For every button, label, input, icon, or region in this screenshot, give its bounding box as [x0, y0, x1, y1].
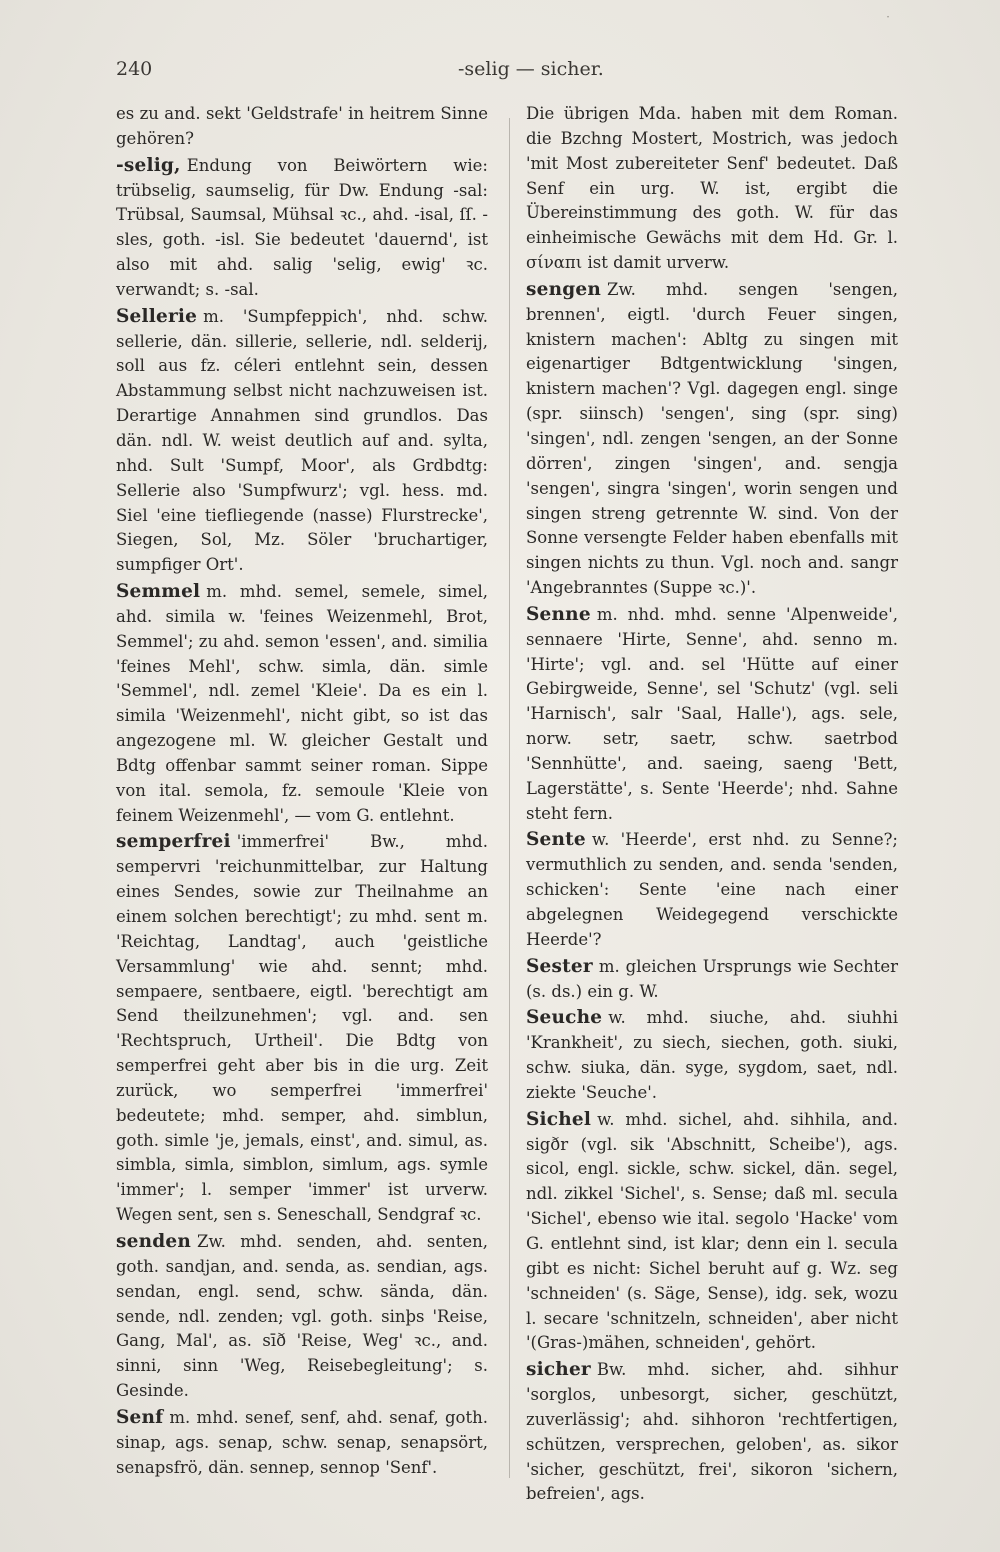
entry-text: Zw. mhd. senden, ahd. senten, goth. sandjan, and. senda, as. sendian, ags. sendan, engl. send, schw. sända, dän. sende, ndl. zenden; vgl. goth. sinþs 'Reise, Gang, Mal', as. sīð 'Reise, Weg' ꝛc., and. sinni, sinn 'Weg, Reisebegleitung'; s. Gesinde.: [116, 1231, 488, 1401]
entry-headword: Sellerie: [116, 305, 198, 327]
page-header: [116, 58, 926, 86]
entry-text: Bw. mhd. sicher, ahd. sihhur 'sorglos, unbesorgt, sicher, geschützt, zuverlässig'; ahd. sihhoron 'rechtfertigen, schützen, versprechen, geloben', as. sikor 'sicher, geschützt, frei', sikoron 'sichern, befreien', ags.: [526, 1360, 898, 1504]
right-column: [526, 102, 898, 1509]
dictionary-entry: [116, 305, 488, 578]
dictionary-entry: [526, 603, 898, 827]
running-head: -selig — sicher.: [458, 58, 604, 80]
column-divider: [509, 118, 510, 1478]
entry-headword: -selig,: [116, 154, 181, 176]
entry-text: w. mhd. sichel, ahd. sihhila, and. sigðr (vgl. sik 'Abschnitt, Scheibe'), ags. sicol, engl. sickle, schw. sickel, dän. segel, ndl. zikkel 'Sichel', s. Sense; daß ml. secula 'Sichel', ebenso wie ital. segolo 'Hacke' vom G. entlehnt sind, ist klar; denn ein l. secula gibt es nicht: Sichel beruht auf g. Wz. seg 'schneiden' (s. Säge, Sense), idg. sek, wozu l. secare 'schnitzeln, schneiden', aber nicht '(Gras-)mähen, schneiden', gehört.: [526, 1109, 898, 1353]
dictionary-entry: [116, 1230, 488, 1404]
page-number: 240: [116, 58, 153, 80]
entry-headword: Sente: [526, 829, 586, 851]
entry-text: m. mhd. semel, semele, simel, ahd. simila w. 'feines Weizenmehl, Brot, Semmel'; zu ahd. semon 'essen', and. similia 'feines Mehl', schw. simla, dän. simle 'Semmel', ndl. zemel 'Kleie'. Da es ein l. simila 'Weizenmehl', nicht gibt, so ist das angezogene ml. W. gleicher Gestalt und Bdtg offenbar sammt seiner roman. Sippe von ital. semola, fz. semoule 'Kleie von feinem Weizenmehl', — vom G. entlehnt.: [116, 582, 488, 825]
entry-headword: sicher: [526, 1359, 591, 1381]
entry-headword: Seuche: [526, 1007, 603, 1029]
entry-text: w. mhd. siuche, ahd. siuhhi 'Krankheit', zu siech, siechen, goth. siuki, schw. siuka, dän. syge, sygdom, saet, ndl. ziekte 'Seuche'.: [526, 1008, 898, 1102]
entry-text: m. nhd. mhd. senne 'Alpenweide', sennaere 'Hirte, Senne', ahd. senno m. 'Hirte'; vgl. and. sel 'Hütte auf einer Gebirgweide, Senne', sel 'Schutz' (vgl. seli 'Harnisch', salr 'Saal, Halle'), ags. sele, norw. setr, saetr, schw. saetrbod 'Sennhütte', and. saeing, saeng 'Bett, Lagerstätte', s. Sente 'Heerde'; nhd. Sahne steht fern.: [526, 604, 898, 823]
entry-text: 'immerfrei' Bw., mhd. sempervri 'reichunmittelbar, zur Haltung eines Sendes, sowie zur Theilnahme an einem solchen berechtigt'; zu mhd. sent m. 'Reichtag, Landtag', auch 'geistliche Versammlung' wie ahd. sennt; mhd. sempaere, sentbaere, eigtl. 'berechtigt am Send theilzunehmen'; vgl. and. sen 'Rechtspruch, Urtheil'. Die Bdtg von semperfrei geht aber bis in die urg. Zeit zurück, wo semperfrei 'immerfrei' bedeutete; mhd. semper, ahd. simblun, goth. simle 'je, jemals, einst', and. simul, as. simbla, simla, simblon, simlum, ags. symle 'immer'; l. semper 'immer' ist urverw. Wegen sent, sen s. Seneschall, Sendgraf ꝛc.: [116, 832, 488, 1225]
dictionary-entry: [526, 102, 898, 276]
entry-headword: Semmel: [116, 581, 201, 603]
dictionary-entry: [116, 580, 488, 828]
entry-headword: Sichel: [526, 1108, 592, 1130]
entry-text: Endung von Beiwörtern wie: trübselig, saumselig, für Dw. Endung -sal: Trübsal, Saumsal, Mühsal ꝛc., ahd. -isal, ſſ. -sles, goth. -isl. Sie bedeutet 'dauernd', ist also mit ahd. salig 'selig, ewig' ꝛc. verwandt; s. -sal.: [116, 155, 488, 299]
dictionary-entry: [526, 828, 898, 952]
dictionary-entry: [116, 1406, 488, 1481]
dictionary-entry: [116, 102, 488, 152]
entry-text: m. 'Sumpfeppich', nhd. schw. sellerie, dän. sillerie, sellerie, ndl. selderij, soll aus fz. céleri entlehnt sein, dessen Abstammung selbst nicht nachzuweisen ist. Derartige Annahmen sind grundlos. Das dän. ndl. W. weist deutlich auf and. sylta, nhd. Sult 'Sumpf, Moor', als Grdbdtg: Sellerie also 'Sumpfwurz'; vgl. hess. md. Siel 'eine tiefliegende (nasse) Flurstrecke', Siegen, Sol, Mz. Söler 'bruchartiger, sumpfiger Ort'.: [116, 306, 488, 575]
entry-headword: sengen: [526, 278, 601, 300]
entry-text: m. gleichen Ursprungs wie Sechter (s. ds.) ein g. W.: [526, 956, 898, 1001]
dictionary-entry: [526, 1006, 898, 1105]
entry-headword: senden: [116, 1230, 191, 1252]
corner-mark: ·: [886, 10, 890, 24]
left-column: [116, 102, 488, 1482]
dictionary-entry: [116, 154, 488, 303]
dictionary-entry: [526, 1108, 898, 1356]
entry-text: w. 'Heerde', erst nhd. zu Senne?; vermuthlich zu senden, and. senda 'senden, schicken': Sente 'eine nach einer abgelegnen Weidegegend verschickte Heerde'?: [526, 830, 898, 949]
dictionary-entry: [116, 830, 488, 1228]
entry-text: Zw. mhd. sengen 'sengen, brennen', eigtl. 'durch Feuer singen, knistern machen': Abltg zu singen mit eigenartiger Bdtgentwicklung 'singen, knistern machen'? Vgl. dagegen engl. singe (spr. siinsch) 'sengen', sing (spr. sing) 'singen', ndl. zengen 'sengen, an der Sonne dörren', zingen 'singen', and. sengja 'sengen', singra 'singen', worin sengen und singen streng getrennte W. sind. Von der Sonne versengte Felder haben ebenfalls mit singen nichts zu thun. Vgl. noch and. sangr 'Angebranntes (Suppe ꝛc.)'.: [526, 279, 898, 598]
entry-headword: Sester: [526, 955, 593, 977]
dictionary-entry: [526, 1358, 898, 1507]
entry-text: m. mhd. senef, senf, ahd. senaf, goth. sinap, ags. senap, schw. senap, senapsört, senapsfrö, dän. sennep, sennop 'Senf'.: [116, 1407, 488, 1477]
entry-headword: Senne: [526, 603, 591, 625]
entry-headword: Senf: [116, 1406, 164, 1428]
entry-headword: semperfrei: [116, 831, 231, 853]
entry-text: es zu and. sekt 'Geldstrafe' in heitrem Sinne gehören?: [116, 104, 488, 148]
entry-text: Die übrigen Mda. haben mit dem Roman. die Bzchng Mostert, Mostrich, was jedoch 'mit Most zubereiteter Senf' bedeutet. Daß Senf ein urg. W. ist, ergibt die Übereinstimmung des goth. W. für das einheimische Gewächs mit dem Hd. Gr. l. σίναπι ist damit urverw.: [526, 104, 898, 273]
dictionary-entry: [526, 955, 898, 1005]
dictionary-entry: [526, 278, 898, 601]
